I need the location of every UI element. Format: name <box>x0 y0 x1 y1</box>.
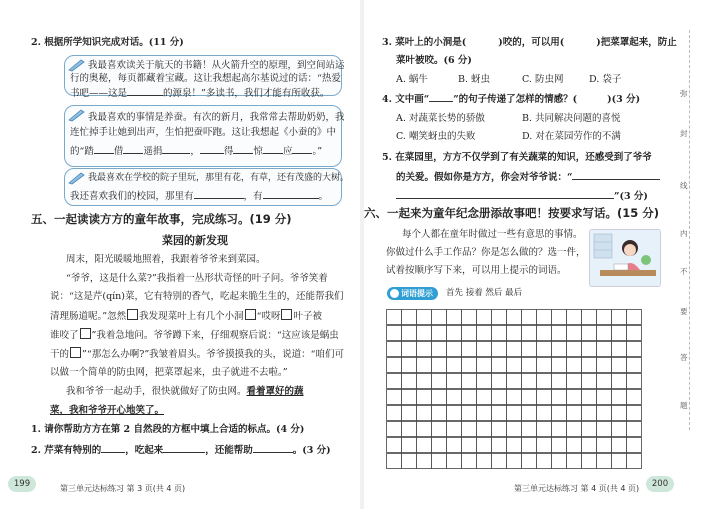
grid-cell[interactable] <box>597 438 612 453</box>
grid-cell[interactable] <box>432 406 447 421</box>
lightbulb-icon <box>390 289 399 298</box>
story-line: 以做一个简单的防虫网，把菜罩起来，虫子就进不去啦。” <box>50 367 288 378</box>
grid-cell[interactable] <box>567 454 582 469</box>
grid-cell[interactable] <box>462 454 477 469</box>
grid-cell[interactable] <box>387 310 402 325</box>
box3-line1: 我最喜欢在学校的院子里玩，那里有花，有草，还有茂盛的大树。 <box>88 173 350 183</box>
seal-line-char: 内 <box>680 229 688 238</box>
grid-cell[interactable] <box>522 422 537 437</box>
grid-cell[interactable] <box>477 422 492 437</box>
answer-blank[interactable] <box>101 442 125 453</box>
story-line: 干的 ”“那怎么办啊?”我皱着眉头。爷爷摸摸我的头，说道：“咱们可 <box>50 349 345 360</box>
grid-cell[interactable] <box>507 422 522 437</box>
q4: 4. 文中画“ ”的句子传递了怎样的情感？( )(3 分) <box>382 94 641 105</box>
page-footer: 第三单元达标练习 第 3 页(共 4 页) <box>60 484 186 493</box>
answer-blank[interactable] <box>396 188 614 199</box>
q5-line2: 的关爱。假如你是方方，你会对爷爷说：“ <box>396 169 660 184</box>
grid-cell[interactable] <box>462 326 477 341</box>
pencil-icon <box>68 108 86 122</box>
grid-cell[interactable] <box>447 438 462 453</box>
sec6-text: 试着按顺序写下来，可以用上提示的词语。 <box>386 265 567 276</box>
grid-cell[interactable] <box>627 374 642 389</box>
grid-cell[interactable] <box>432 342 447 357</box>
box1-line2: 行的奥秘，每页都藏着宝藏。这让我想起高尔基说过的话：“热爱 <box>70 73 341 84</box>
grid-cell[interactable] <box>492 358 507 373</box>
grid-cell[interactable] <box>477 438 492 453</box>
grid-cell[interactable] <box>552 406 567 421</box>
grid-cell[interactable] <box>507 358 522 373</box>
grid-cell[interactable] <box>462 406 477 421</box>
grid-cell[interactable] <box>537 390 552 405</box>
grid-cell[interactable] <box>387 342 402 357</box>
q3-line2: 菜叶被咬。(6 分) <box>396 55 472 66</box>
grid-cell[interactable] <box>627 342 642 357</box>
grid-cell[interactable] <box>462 342 477 357</box>
q3-option-c[interactable]: C. 防虫网 <box>522 74 564 85</box>
grid-cell[interactable] <box>582 374 597 389</box>
grid-cell[interactable] <box>582 310 597 325</box>
grid-cell[interactable] <box>387 438 402 453</box>
box2-line2: 连忙掉手让她到出声，生怕把蚕吓跑。这让我想起《小蚕的》中 <box>70 127 337 138</box>
grid-cell[interactable] <box>402 422 417 437</box>
grid-cell[interactable] <box>477 310 492 325</box>
grid-cell[interactable] <box>627 358 642 373</box>
grid-cell[interactable] <box>537 326 552 341</box>
grid-cell[interactable] <box>447 310 462 325</box>
seal-line-char: 线 <box>680 181 688 190</box>
grid-cell[interactable] <box>507 374 522 389</box>
grid-cell[interactable] <box>567 326 582 341</box>
grid-cell[interactable] <box>447 374 462 389</box>
grid-cell[interactable] <box>462 374 477 389</box>
grid-cell[interactable] <box>537 422 552 437</box>
section-6-heading: 六、一起来为童年纪念册添故事吧！按要求写话。(15 分) <box>364 206 660 220</box>
grid-cell[interactable] <box>492 326 507 341</box>
grid-cell[interactable] <box>477 358 492 373</box>
grid-cell[interactable] <box>552 422 567 437</box>
grid-cell[interactable] <box>432 374 447 389</box>
story-line: 清理肠道呢。”忽然 我发现菜叶上有几个小洞 “哎呀 叶子被 <box>50 311 322 322</box>
sec6-text: 你做过什么手工作品？你是怎么做的？选一件， <box>386 247 586 258</box>
grid-cell[interactable] <box>417 358 432 373</box>
grid-cell[interactable] <box>612 310 627 325</box>
grid-cell[interactable] <box>477 406 492 421</box>
punctuation-box[interactable] <box>245 309 256 320</box>
grid-cell[interactable] <box>492 310 507 325</box>
seal-line-char: 题 <box>680 401 688 410</box>
writing-grid[interactable] <box>386 309 644 469</box>
grid-cell[interactable] <box>597 390 612 405</box>
grid-cell[interactable] <box>432 422 447 437</box>
grid-cell[interactable] <box>612 342 627 357</box>
grid-cell[interactable] <box>537 454 552 469</box>
grid-cell[interactable] <box>447 454 462 469</box>
seal-line-char: 答 <box>680 353 688 362</box>
story-line-overlay <box>66 385 304 398</box>
q3: 3. 菜叶上的小洞是( )咬的，可以用( )把菜罩起来，防止 <box>382 37 677 48</box>
grid-cell[interactable] <box>432 358 447 373</box>
seal-line-char: 封 <box>680 129 688 138</box>
grid-cell[interactable] <box>612 438 627 453</box>
q5-line3: ”(3 分) <box>396 188 648 203</box>
grid-cell[interactable] <box>447 390 462 405</box>
q2: 2. 芹菜有特别的 ，吃起来 ，还能帮助 。(3 分) <box>31 442 331 457</box>
pencil-icon <box>68 58 86 72</box>
hint-badge <box>387 287 438 300</box>
grid-cell[interactable] <box>597 326 612 341</box>
grid-cell[interactable] <box>597 374 612 389</box>
seal-line-char: 不 <box>680 267 688 276</box>
grid-cell[interactable] <box>582 326 597 341</box>
punctuation-box[interactable] <box>127 309 138 320</box>
grid-cell[interactable] <box>417 374 432 389</box>
story-line: 谁咬了 ”我着急地问。爷爷蹲下来，仔细观察后说：“这应该是蜗虫 <box>50 330 339 341</box>
seal-line-char: 弥 <box>680 89 688 98</box>
q3-option-a[interactable]: A. 蜗牛 <box>396 74 428 85</box>
grid-cell[interactable] <box>537 438 552 453</box>
grid-cell[interactable] <box>402 438 417 453</box>
grid-cell[interactable] <box>432 390 447 405</box>
q4-option-d[interactable]: D. 对在菜园劳作的不满 <box>522 131 621 142</box>
grid-cell[interactable] <box>462 390 477 405</box>
girl-crafting-illustration <box>589 229 661 287</box>
grid-cell[interactable] <box>597 342 612 357</box>
grid-cell[interactable] <box>507 438 522 453</box>
grid-cell[interactable] <box>462 438 477 453</box>
grid-cell[interactable] <box>582 342 597 357</box>
grid-cell[interactable] <box>507 406 522 421</box>
q3-option-b[interactable]: B. 蚜虫 <box>458 74 491 85</box>
grid-cell[interactable] <box>522 438 537 453</box>
grid-cell[interactable] <box>567 358 582 373</box>
grid-cell[interactable] <box>567 406 582 421</box>
grid-cell[interactable] <box>552 454 567 469</box>
q3-option-d[interactable]: D. 袋子 <box>589 74 622 85</box>
grid-cell[interactable] <box>627 310 642 325</box>
grid-cell[interactable] <box>522 454 537 469</box>
grid-cell[interactable] <box>447 422 462 437</box>
grid-cell[interactable] <box>492 390 507 405</box>
q2-heading: 2. 根据所学知识完成对话。(11 分) <box>31 37 184 48</box>
answer-blank[interactable] <box>127 85 163 96</box>
grid-cell[interactable] <box>612 406 627 421</box>
grid-cell[interactable] <box>522 342 537 357</box>
grid-cell[interactable] <box>462 422 477 437</box>
grid-cell[interactable] <box>492 438 507 453</box>
grid-cell[interactable] <box>417 454 432 469</box>
grid-cell[interactable] <box>447 326 462 341</box>
answer-blank[interactable] <box>572 169 660 180</box>
grid-cell[interactable] <box>417 438 432 453</box>
grid-cell[interactable] <box>612 454 627 469</box>
story-line: 我和爷爷一起动手，很快就做好了防虫网。 <box>66 386 247 397</box>
grid-cell[interactable] <box>612 422 627 437</box>
grid-cell[interactable] <box>582 406 597 421</box>
grid-cell[interactable] <box>537 342 552 357</box>
grid-cell[interactable] <box>417 390 432 405</box>
grid-cell[interactable] <box>582 358 597 373</box>
grid-cell[interactable] <box>402 406 417 421</box>
grid-cell[interactable] <box>567 342 582 357</box>
grid-cell[interactable] <box>507 454 522 469</box>
grid-cell[interactable] <box>582 438 597 453</box>
grid-cell[interactable] <box>402 342 417 357</box>
grid-cell[interactable] <box>387 390 402 405</box>
grid-cell[interactable] <box>552 326 567 341</box>
seal-line <box>689 30 690 430</box>
grid-cell[interactable] <box>477 326 492 341</box>
grid-cell[interactable] <box>552 358 567 373</box>
grid-cell[interactable] <box>612 358 627 373</box>
grid-cell[interactable] <box>387 422 402 437</box>
grid-cell[interactable] <box>612 374 627 389</box>
grid-cell[interactable] <box>582 422 597 437</box>
grid-cell[interactable] <box>612 390 627 405</box>
grid-cell[interactable] <box>432 438 447 453</box>
hint-label: 词语提示 <box>401 289 433 298</box>
story-title: 菜园的新发现 <box>162 234 228 247</box>
q5-line1: 5. 在菜园里，方方不仅学到了有关蔬菜的知识，还感受到了爷爷 <box>382 152 652 163</box>
punctuation-box[interactable] <box>70 347 81 358</box>
answer-blank[interactable] <box>253 442 293 453</box>
q4-option-a[interactable]: A. 对蔬菜长势的骄傲 <box>396 113 485 124</box>
grid-cell[interactable] <box>567 422 582 437</box>
grid-cell[interactable] <box>522 390 537 405</box>
q4-option-b[interactable]: B. 共同解决问题的喜悦 <box>522 113 621 124</box>
grid-cell[interactable] <box>387 358 402 373</box>
grid-cell[interactable] <box>522 374 537 389</box>
grid-cell[interactable] <box>552 342 567 357</box>
answer-blank[interactable] <box>163 442 205 453</box>
grid-cell[interactable] <box>402 390 417 405</box>
grid-cell[interactable] <box>462 358 477 373</box>
grid-cell[interactable] <box>447 358 462 373</box>
section-5-heading: 五、一起读读方方的童年故事，完成练习。(19 分) <box>31 212 292 226</box>
grid-cell[interactable] <box>432 310 447 325</box>
box2-line1: 我最喜欢的事情是养蚕。有次的新月，我常常去帮助奶奶，我 <box>88 112 345 123</box>
grid-cell[interactable] <box>627 326 642 341</box>
hint-words: 首先 接着 然后 最后 <box>446 288 523 298</box>
story-line: “爷爷，这是什么菜?”我指着一丛形状奇怪的叶子问。爷爷笑着 <box>66 273 328 284</box>
grid-cell[interactable] <box>627 422 642 437</box>
grid-cell[interactable] <box>537 310 552 325</box>
story-line: 说：“这是芹(qín)菜，它有特别的香气，吃起来脆生生的，还能帮我们 <box>50 291 344 302</box>
grid-cell[interactable] <box>567 374 582 389</box>
grid-cell[interactable] <box>612 326 627 341</box>
grid-cell[interactable] <box>597 406 612 421</box>
q4-option-c[interactable]: C. 嘲笑蚜虫的失败 <box>396 131 476 142</box>
grid-cell[interactable] <box>417 406 432 421</box>
grid-cell[interactable] <box>462 310 477 325</box>
grid-cell[interactable] <box>522 358 537 373</box>
grid-cell[interactable] <box>387 326 402 341</box>
grid-cell[interactable] <box>477 390 492 405</box>
page-number: 199 <box>8 476 36 492</box>
grid-cell[interactable] <box>492 422 507 437</box>
grid-cell[interactable] <box>417 310 432 325</box>
grid-cell[interactable] <box>537 358 552 373</box>
grid-cell[interactable] <box>402 310 417 325</box>
box2-line3: 的“踏 借 遥捐 ， 得 惊 应 。” <box>70 143 322 158</box>
writing-grid-svg[interactable] <box>386 309 644 469</box>
punctuation-box[interactable] <box>80 328 91 339</box>
grid-cell[interactable] <box>417 422 432 437</box>
grid-cell[interactable] <box>552 374 567 389</box>
grid-cell[interactable] <box>627 390 642 405</box>
grid-cell[interactable] <box>402 374 417 389</box>
grid-cell[interactable] <box>402 326 417 341</box>
grid-cell[interactable] <box>387 374 402 389</box>
grid-cell[interactable] <box>552 310 567 325</box>
grid-cell[interactable] <box>552 390 567 405</box>
grid-cell[interactable] <box>552 438 567 453</box>
page-footer: 第三单元达标练习 第 4 页(共 4 页) <box>514 484 640 493</box>
grid-cell[interactable] <box>492 406 507 421</box>
grid-cell[interactable] <box>567 390 582 405</box>
story-line: 周末，阳光暖暖地照着，我跟着爷爷来到菜园。 <box>66 254 266 265</box>
q1: 1. 请你帮助方方在第 2 自然段的方框中填上合适的标点。(4 分) <box>31 424 305 435</box>
grid-cell[interactable] <box>432 454 447 469</box>
grid-cell[interactable] <box>447 406 462 421</box>
grid-cell[interactable] <box>432 326 447 341</box>
box1-line1: 我最喜欢读关于航天的书籍！从火箭升空的原理，到空间站运 <box>88 60 345 71</box>
grid-cell[interactable] <box>507 390 522 405</box>
grid-cell[interactable] <box>627 406 642 421</box>
grid-cell[interactable] <box>417 326 432 341</box>
grid-cell[interactable] <box>507 342 522 357</box>
grid-cell[interactable] <box>402 454 417 469</box>
grid-cell[interactable] <box>567 438 582 453</box>
story-line <box>50 404 164 417</box>
underlined-sentence-part2: 菜，我和爷爷开心地笑了。 <box>50 405 165 416</box>
grid-cell[interactable] <box>522 406 537 421</box>
underlined-sentence-part1: 看着罩好的蔬 <box>246 386 304 397</box>
grid-cell[interactable] <box>447 342 462 357</box>
grid-cell[interactable] <box>492 374 507 389</box>
grid-cell[interactable] <box>627 454 642 469</box>
grid-cell[interactable] <box>477 342 492 357</box>
pencil-icon <box>68 171 86 185</box>
grid-cell[interactable] <box>522 310 537 325</box>
page-number: 200 <box>646 476 674 492</box>
punctuation-box[interactable] <box>281 309 292 320</box>
box3-line2: 我还喜欢我们的校园，那里有 ，有 。 <box>70 188 328 203</box>
grid-cell[interactable] <box>507 326 522 341</box>
grid-cell[interactable] <box>597 422 612 437</box>
grid-cell[interactable] <box>582 390 597 405</box>
grid-cell[interactable] <box>477 374 492 389</box>
grid-cell[interactable] <box>597 358 612 373</box>
grid-cell[interactable] <box>627 438 642 453</box>
grid-cell[interactable] <box>402 358 417 373</box>
grid-cell[interactable] <box>492 454 507 469</box>
grid-cell[interactable] <box>417 342 432 357</box>
sec6-text: 每个人都在童年时做过一些有意思的事情。 <box>402 229 583 240</box>
grid-cell[interactable] <box>387 454 402 469</box>
grid-cell[interactable] <box>477 454 492 469</box>
grid-cell[interactable] <box>387 406 402 421</box>
grid-cell[interactable] <box>507 310 522 325</box>
grid-cell[interactable] <box>597 454 612 469</box>
grid-cell[interactable] <box>582 454 597 469</box>
grid-cell[interactable] <box>492 342 507 357</box>
grid-cell[interactable] <box>567 310 582 325</box>
grid-cell[interactable] <box>522 326 537 341</box>
box1-line3: 书吧——这是 的源泉！”多读书，我们才能有所收获。 <box>70 85 329 100</box>
grid-cell[interactable] <box>597 310 612 325</box>
seal-line-char: 要 <box>680 307 688 316</box>
grid-cell[interactable] <box>537 406 552 421</box>
grid-cell[interactable] <box>537 374 552 389</box>
